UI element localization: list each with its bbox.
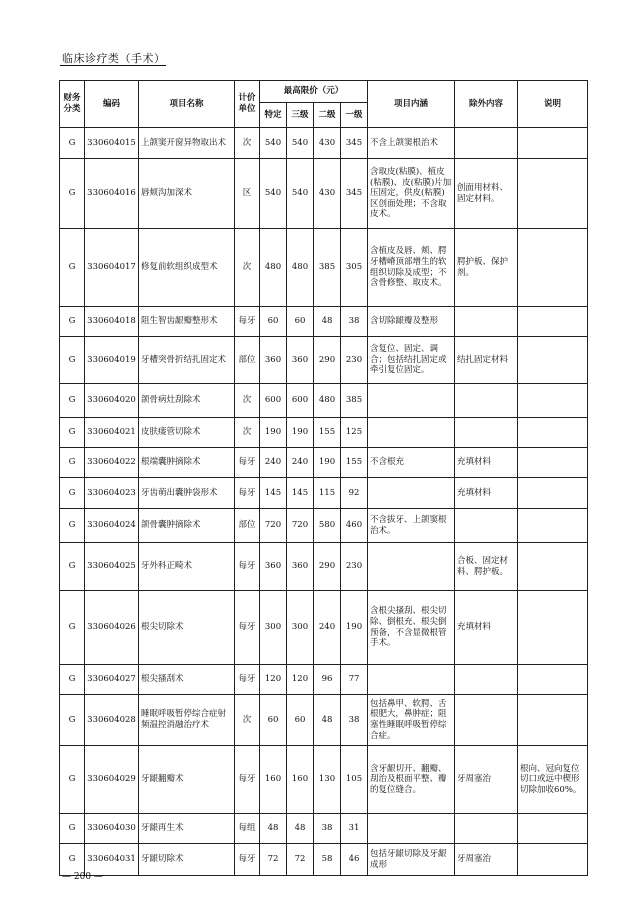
name-cell: 牙龈切除术	[139, 844, 235, 876]
name-cell: 根尖搔刮术	[139, 665, 235, 695]
price-level1-cell: 230	[341, 337, 368, 384]
category-cell: G	[60, 337, 85, 384]
excluded-cell	[455, 509, 518, 543]
notes-cell	[518, 448, 588, 478]
col-level3: 三级	[287, 103, 314, 128]
price-level2-cell: 430	[314, 159, 341, 229]
price-special-cell: 300	[260, 591, 287, 665]
price-level2-cell: 115	[314, 478, 341, 509]
unit-cell: 次	[235, 695, 260, 746]
code-cell: 330604028	[85, 695, 139, 746]
unit-cell: 部位	[235, 337, 260, 384]
content-cell: 含复位、固定、调合；包括结扎固定或牵引复位固定。	[368, 337, 455, 384]
notes-cell	[518, 384, 588, 418]
code-cell: 330604031	[85, 844, 139, 876]
code-cell: 330604024	[85, 509, 139, 543]
excluded-cell	[455, 307, 518, 337]
notes-cell	[518, 159, 588, 229]
price-level2-cell: 96	[314, 665, 341, 695]
unit-cell: 次	[235, 128, 260, 159]
price-level3-cell: 120	[287, 665, 314, 695]
category-cell: G	[60, 128, 85, 159]
notes-cell	[518, 418, 588, 448]
price-special-cell: 145	[260, 478, 287, 509]
table-row	[60, 695, 588, 746]
table-row	[60, 665, 588, 695]
table-row	[60, 814, 588, 844]
content-cell	[368, 418, 455, 448]
price-level1-cell: 77	[341, 665, 368, 695]
category-cell: G	[60, 307, 85, 337]
price-level1-cell: 155	[341, 448, 368, 478]
price-special-cell: 120	[260, 665, 287, 695]
excluded-cell	[455, 384, 518, 418]
excluded-cell: 合板、固定材料、腭护板。	[455, 543, 518, 591]
price-level2-cell: 290	[314, 337, 341, 384]
content-cell: 包括牙龈切除及牙龈成形	[368, 844, 455, 876]
section-title: 临床诊疗类（手术）	[62, 52, 166, 65]
content-cell: 不含拔牙、上颌窦根治术。	[368, 509, 455, 543]
price-level1-cell: 345	[341, 159, 368, 229]
notes-cell	[518, 307, 588, 337]
notes-cell	[518, 844, 588, 876]
unit-cell: 每牙	[235, 665, 260, 695]
unit-cell: 部位	[235, 509, 260, 543]
notes-cell	[518, 509, 588, 543]
content-cell	[368, 814, 455, 844]
price-level1-cell: 105	[341, 746, 368, 814]
price-level3-cell: 240	[287, 448, 314, 478]
table-row	[60, 509, 588, 543]
name-cell: 牙龈翻瓣术	[139, 746, 235, 814]
price-level1-cell: 125	[341, 418, 368, 448]
unit-cell: 每牙	[235, 448, 260, 478]
price-level2-cell: 38	[314, 814, 341, 844]
price-level1-cell: 385	[341, 384, 368, 418]
price-level3-cell: 720	[287, 509, 314, 543]
col-excluded: 除外内容	[455, 81, 518, 128]
table-row	[60, 591, 588, 665]
unit-cell: 每牙	[235, 307, 260, 337]
name-cell: 唇颊沟加深术	[139, 159, 235, 229]
notes-cell	[518, 478, 588, 509]
unit-cell: 每牙	[235, 746, 260, 814]
excluded-cell: 结扎固定材料	[455, 337, 518, 384]
category-cell: G	[60, 695, 85, 746]
col-unit: 计价单位	[235, 81, 260, 128]
excluded-cell: 牙周塞治	[455, 844, 518, 876]
unit-cell: 次	[235, 418, 260, 448]
unit-cell: 次	[235, 229, 260, 307]
category-cell: G	[60, 448, 85, 478]
price-special-cell: 480	[260, 229, 287, 307]
table-row	[60, 448, 588, 478]
notes-cell	[518, 695, 588, 746]
price-level1-cell: 38	[341, 307, 368, 337]
price-level3-cell: 60	[287, 307, 314, 337]
code-cell: 330604030	[85, 814, 139, 844]
price-level1-cell: 46	[341, 844, 368, 876]
code-cell: 330604015	[85, 128, 139, 159]
notes-cell	[518, 665, 588, 695]
name-cell: 牙槽突骨折结扎固定术	[139, 337, 235, 384]
category-cell: G	[60, 418, 85, 448]
excluded-cell	[455, 814, 518, 844]
category-cell: G	[60, 543, 85, 591]
unit-cell: 每牙	[235, 591, 260, 665]
table-row	[60, 844, 588, 876]
content-cell: 包括鼻甲、软腭、舌根肥大，鼻肿症；阻塞性睡眠呼吸暂停综合症。	[368, 695, 455, 746]
price-level3-cell: 72	[287, 844, 314, 876]
excluded-cell: 牙周塞治	[455, 746, 518, 814]
col-name: 项目名称	[139, 81, 235, 128]
price-level2-cell: 480	[314, 384, 341, 418]
content-cell	[368, 543, 455, 591]
table-row	[60, 159, 588, 229]
content-cell	[368, 384, 455, 418]
price-level1-cell: 190	[341, 591, 368, 665]
name-cell: 阻生智齿龈瓣整形术	[139, 307, 235, 337]
code-cell: 330604016	[85, 159, 139, 229]
notes-cell	[518, 591, 588, 665]
notes-cell	[518, 229, 588, 307]
price-level3-cell: 145	[287, 478, 314, 509]
name-cell: 睡眠呼吸暂停综合症射频温控消融治疗术	[139, 695, 235, 746]
category-cell: G	[60, 591, 85, 665]
price-level3-cell: 600	[287, 384, 314, 418]
price-level1-cell: 345	[341, 128, 368, 159]
price-level2-cell: 240	[314, 591, 341, 665]
unit-cell: 每组	[235, 814, 260, 844]
category-cell: G	[60, 746, 85, 814]
excluded-cell: 充填材料	[455, 591, 518, 665]
price-level2-cell: 580	[314, 509, 341, 543]
table-row	[60, 128, 588, 159]
excluded-cell: 充填材料	[455, 478, 518, 509]
unit-cell: 每牙	[235, 844, 260, 876]
excluded-cell: 创面用材料、固定材料。	[455, 159, 518, 229]
category-cell: G	[60, 384, 85, 418]
col-content: 项目内涵	[368, 81, 455, 128]
price-level3-cell: 360	[287, 337, 314, 384]
price-special-cell: 72	[260, 844, 287, 876]
unit-cell: 每牙	[235, 543, 260, 591]
table-row	[60, 746, 588, 814]
price-special-cell: 48	[260, 814, 287, 844]
price-level2-cell: 430	[314, 128, 341, 159]
table-row	[60, 307, 588, 337]
price-level2-cell: 130	[314, 746, 341, 814]
price-level3-cell: 60	[287, 695, 314, 746]
price-level2-cell: 385	[314, 229, 341, 307]
price-level2-cell: 48	[314, 695, 341, 746]
price-special-cell: 60	[260, 307, 287, 337]
content-cell: 含牙龈切开、翻瓣、刮治及根面平整、瓣的复位缝合。	[368, 746, 455, 814]
price-level1-cell: 460	[341, 509, 368, 543]
name-cell: 根端囊肿摘除术	[139, 448, 235, 478]
category-cell: G	[60, 478, 85, 509]
notes-cell	[518, 814, 588, 844]
name-cell: 颌骨病灶刮除术	[139, 384, 235, 418]
category-cell: G	[60, 814, 85, 844]
price-special-cell: 160	[260, 746, 287, 814]
code-cell: 330604029	[85, 746, 139, 814]
code-cell: 330604025	[85, 543, 139, 591]
name-cell: 皮肤瘘管切除术	[139, 418, 235, 448]
category-cell: G	[60, 229, 85, 307]
notes-cell	[518, 543, 588, 591]
price-level3-cell: 540	[287, 159, 314, 229]
table-row	[60, 384, 588, 418]
content-cell	[368, 478, 455, 509]
name-cell: 根尖切除术	[139, 591, 235, 665]
price-special-cell: 240	[260, 448, 287, 478]
category-cell: G	[60, 509, 85, 543]
excluded-cell	[455, 128, 518, 159]
table-row	[60, 543, 588, 591]
name-cell: 修复前软组织成型术	[139, 229, 235, 307]
content-cell: 不含上颌窦根治术	[368, 128, 455, 159]
price-level2-cell: 58	[314, 844, 341, 876]
unit-cell: 次	[235, 384, 260, 418]
category-cell: G	[60, 665, 85, 695]
excluded-cell: 充填材料	[455, 448, 518, 478]
table-row	[60, 478, 588, 509]
excluded-cell	[455, 695, 518, 746]
content-cell	[368, 665, 455, 695]
table-row	[60, 229, 588, 307]
name-cell: 牙外科正畸术	[139, 543, 235, 591]
fee-table	[59, 80, 588, 876]
price-level2-cell: 155	[314, 418, 341, 448]
unit-cell: 每牙	[235, 478, 260, 509]
price-level3-cell: 190	[287, 418, 314, 448]
price-level2-cell: 290	[314, 543, 341, 591]
code-cell: 330604021	[85, 418, 139, 448]
col-special: 特定	[260, 103, 287, 128]
code-cell: 330604018	[85, 307, 139, 337]
code-cell: 330604019	[85, 337, 139, 384]
price-level1-cell: 305	[341, 229, 368, 307]
price-level2-cell: 190	[314, 448, 341, 478]
code-cell: 330604017	[85, 229, 139, 307]
price-level3-cell: 300	[287, 591, 314, 665]
excluded-cell: 腭护板、保护剂。	[455, 229, 518, 307]
code-cell: 330604027	[85, 665, 139, 695]
page-number: — 200 —	[62, 872, 103, 882]
price-special-cell: 720	[260, 509, 287, 543]
price-level1-cell: 31	[341, 814, 368, 844]
price-level1-cell: 92	[341, 478, 368, 509]
notes-cell	[518, 337, 588, 384]
code-cell: 330604022	[85, 448, 139, 478]
col-price-group: 最高限价（元）	[260, 81, 368, 103]
price-special-cell: 600	[260, 384, 287, 418]
category-cell: G	[60, 844, 85, 876]
name-cell: 颌骨囊肿摘除术	[139, 509, 235, 543]
price-special-cell: 360	[260, 543, 287, 591]
price-level3-cell: 360	[287, 543, 314, 591]
table-row	[60, 418, 588, 448]
content-cell: 含切除龈瓣及整形	[368, 307, 455, 337]
content-cell: 含根尖搔刮、根尖切除、倒根充、根尖倒预备，不含显微根管手术。	[368, 591, 455, 665]
name-cell: 牙齿萌出囊肿袋形术	[139, 478, 235, 509]
notes-cell	[518, 128, 588, 159]
price-level2-cell: 48	[314, 307, 341, 337]
col-level2: 二级	[314, 103, 341, 128]
category-cell: G	[60, 159, 85, 229]
excluded-cell	[455, 665, 518, 695]
title-underline	[60, 65, 166, 66]
name-cell: 上颌窦开窗异物取出术	[139, 128, 235, 159]
unit-cell: 区	[235, 159, 260, 229]
table-row	[60, 337, 588, 384]
content-cell: 含取皮(粘膜)、植皮(粘膜)、皮(粘膜)片加压固定，供皮(粘膜)区创面处理；不含取皮术。	[368, 159, 455, 229]
code-cell: 330604026	[85, 591, 139, 665]
price-special-cell: 360	[260, 337, 287, 384]
price-level3-cell: 480	[287, 229, 314, 307]
code-cell: 330604020	[85, 384, 139, 418]
content-cell: 含植皮及唇、颊、腭牙槽嵴顶部增生的软组织切除及成型；不含骨修整、取皮术。	[368, 229, 455, 307]
price-level3-cell: 160	[287, 746, 314, 814]
notes-cell: 根向、冠向复位切口或远中楔形切除加收60%。	[518, 746, 588, 814]
col-notes: 说明	[518, 81, 588, 128]
price-special-cell: 190	[260, 418, 287, 448]
excluded-cell	[455, 418, 518, 448]
price-level3-cell: 540	[287, 128, 314, 159]
price-level1-cell: 230	[341, 543, 368, 591]
col-level1: 一级	[341, 103, 368, 128]
code-cell: 330604023	[85, 478, 139, 509]
name-cell: 牙龈再生术	[139, 814, 235, 844]
col-code: 编码	[85, 81, 139, 128]
price-special-cell: 540	[260, 128, 287, 159]
price-level3-cell: 48	[287, 814, 314, 844]
content-cell: 不含根充	[368, 448, 455, 478]
price-special-cell: 540	[260, 159, 287, 229]
price-special-cell: 60	[260, 695, 287, 746]
col-category: 财务分类	[60, 81, 85, 128]
price-level1-cell: 38	[341, 695, 368, 746]
